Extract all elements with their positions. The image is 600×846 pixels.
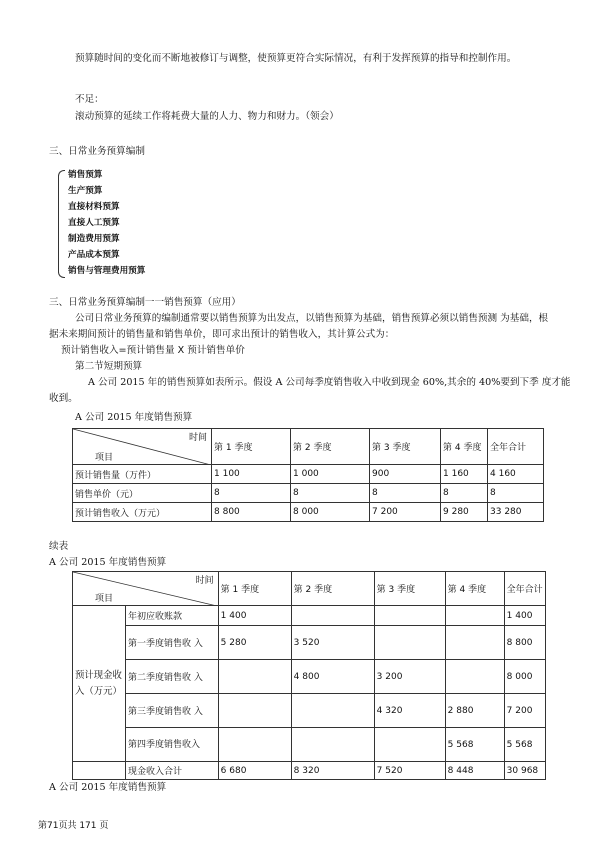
table-row [73,660,546,694]
list-bracket [58,170,65,278]
sales-budget-table [72,428,544,522]
list-item: 直接材料预算 [68,202,120,212]
cell [445,660,504,694]
list-item: 产品成本预算 [68,250,120,260]
group-label: 预计现金收入（万元） [73,606,126,762]
header-time: 时间 [195,576,214,586]
table-row [73,465,544,484]
cell [218,660,291,694]
column-header: 第 2 季度 [291,429,370,465]
cell: 1 000 [291,465,370,484]
column-header: 全年合计 [504,572,545,606]
list-item: 生产预算 [68,186,103,196]
page-footer: 第71页共 171 页 [38,821,109,831]
cell [218,728,291,762]
cell: 3 200 [374,660,445,694]
subsection-heading: 第二节短期预算 [75,361,143,372]
header-time: 时间 [188,433,207,443]
deficit-text: 滚动预算的延续工作将耗费大量的人力、物力和财力。（领会） [75,111,339,122]
cell: 8 800 [504,626,545,660]
row-label: 预计销售收入（万元） [73,503,212,522]
cell [374,728,445,762]
column-header: 第 1 季度 [212,429,291,465]
cell: 1 100 [212,465,291,484]
cell: 2 880 [445,694,504,728]
row-label: 第二季度销售收 入 [126,660,219,694]
column-header: 第 2 季度 [291,572,374,606]
column-header: 全年合计 [488,429,544,465]
cell: 7 520 [374,762,445,780]
cell: 8 [370,484,441,503]
intro-line: 预算随时间的变化而不断地被修订与调整，使预算更符合实际情况，有利于发挥预算的指导和控制作用。 [75,53,517,64]
table-row [73,762,546,780]
cell: 8 320 [291,762,374,780]
cell: 30 968 [504,762,545,780]
cash-receipts-table [72,571,546,780]
cell: 5 568 [504,728,545,762]
cell: 5 280 [218,626,291,660]
cell [374,606,445,626]
row-label: 销售单价（元） [73,484,212,503]
continued-label: 续表 [49,541,69,552]
list-item: 直接人工预算 [68,218,120,228]
row-label: 年初应收账款 [126,606,219,626]
cell: 33 280 [488,503,544,522]
table-title: A 公司 2015 年度销售预算 [49,782,167,793]
row-label: 第一季度销售收 入 [126,626,219,660]
header-item: 项目 [95,594,114,604]
row-label: 第四季度销售收入 [126,728,219,762]
column-header: 第 1 季度 [218,572,291,606]
cell: 8 [212,484,291,503]
example-line: A 公司 2015 年的销售预算如表所示。假设 A 公司每季度销售收入中收到现金 60%,其余的 40%要到下季 度才能 [88,377,571,388]
cell: 8 [291,484,370,503]
cell: 3 520 [291,626,374,660]
cell: 8 000 [291,503,370,522]
cell: 4 320 [374,694,445,728]
table-row [73,484,544,503]
table-row [73,503,544,522]
column-header: 第 4 季度 [441,429,488,465]
cell [445,606,504,626]
row-label: 第三季度销售收 入 [126,694,219,728]
cell: 5 568 [445,728,504,762]
cell [291,694,374,728]
cell: 1 160 [441,465,488,484]
cell: 8 800 [212,503,291,522]
row-label: 现金收入合计 [126,762,219,780]
cell [445,626,504,660]
cell: 8 [441,484,488,503]
cell: 7 200 [504,694,545,728]
cell: 1 400 [504,606,545,626]
cell [218,694,291,728]
cell: 8 000 [504,660,545,694]
deficit-label: 不足： [75,94,104,105]
paragraph-line: 据未来期间预计的销售量和销售单价，即可求出预计的销售收入，其计算公式为： [49,329,395,340]
column-header: 第 3 季度 [374,572,445,606]
header-item: 项目 [95,453,114,463]
formula: 预计销售收入=预计销售量 X 预计销售单价 [61,345,245,356]
column-header: 第 4 季度 [445,572,504,606]
cell: 900 [370,465,441,484]
group-label-cont [73,762,126,780]
list-item: 销售与管理费用预算 [68,266,146,276]
cell: 4 800 [291,660,374,694]
list-item: 制造费用预算 [68,234,120,244]
section-heading: 三、日常业务预算编制一一销售预算（应用） [49,297,241,308]
table-row [73,606,546,626]
cell [291,728,374,762]
cell: 8 448 [445,762,504,780]
cell [374,626,445,660]
paragraph-line: 公司日常业务预算的编制通常要以销售预算为出发点，以销售预算为基础，销售预算必须以销售预测 为基础，根 [75,313,549,324]
row-label: 预计销售量（万件） [73,465,212,484]
table-title: A 公司 2015 年度销售预算 [75,412,193,423]
section-heading: 三、日常业务预算编制 [49,146,145,157]
cell: 9 280 [441,503,488,522]
column-header: 第 3 季度 [370,429,441,465]
cell: 8 [488,484,544,503]
example-line: 收到。 [49,393,78,404]
cell: 4 160 [488,465,544,484]
header-corner [73,572,219,606]
table-row [73,728,546,762]
cell: 6 680 [218,762,291,780]
table-row [73,694,546,728]
cell [291,606,374,626]
table-title: A 公司 2015 年度销售预算 [49,557,167,568]
cell: 1 400 [218,606,291,626]
list-item: 销售预算 [68,170,103,180]
header-corner [73,429,212,465]
table-row [73,626,546,660]
cell: 7 200 [370,503,441,522]
